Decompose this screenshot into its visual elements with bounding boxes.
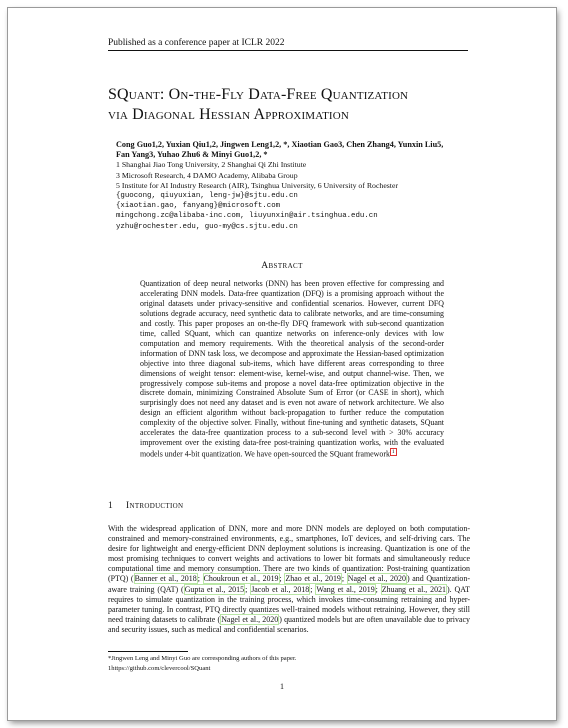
intro-text: ) quantized models but are often unavailable due to privacy and security issues, such as medical and confidential scenarios. bbox=[108, 614, 470, 634]
email-line-2: {xiaotian.gao, fanyang}@microsoft.com bbox=[116, 202, 281, 211]
intro-text: ; bbox=[279, 574, 285, 584]
citation-link[interactable]: Zhao et al., 2019 bbox=[285, 574, 341, 584]
footnote-corresponding: *Jingwen Leng and Minyi Guo are corresponding authors of this paper. bbox=[108, 655, 297, 662]
citation-link[interactable]: Nagel et al., 2020 bbox=[221, 614, 279, 624]
abstract-heading: Abstract bbox=[261, 261, 303, 271]
citation-link[interactable]: Jacob et al., 2018 bbox=[251, 584, 310, 594]
section-heading bbox=[108, 501, 468, 511]
footnotes bbox=[108, 651, 468, 673]
intro-text: ; bbox=[341, 574, 347, 584]
intro-text: ; bbox=[245, 584, 251, 594]
paper-title bbox=[108, 85, 468, 125]
author-block bbox=[116, 140, 476, 232]
title-line-1: SQuant: On-the-Fly Data-Free Quantization bbox=[108, 86, 409, 103]
email-line-4: yzhu@rochester.edu, guo-my@cs.sjtu.edu.cn bbox=[116, 222, 298, 231]
abstract-text: Quantization of deep neural networks (DNN) has been proven effective for compressing and accelerating DNN models. Data-free quantization (DFQ) is a promising approach without the original datasets under privacy-sensitive and confidential scenarios. However, current DFQ solutions degrade accuracy, need synthetic data to calibrate networks, and are time-consuming and costly. This paper proposes an on-the-fly DFQ framework with sub-second quantization time, called SQuant, which can quantize networks on inference-only devices with low computation and memory requirements. With the theoretical analysis of the second-order information of DNN task loss, we decompose and approximate the Hessian-based optimization objective into three diagonal sub-items, which have different areas corresponding to three dimensions of weight tensor: element-wise, kernel-wise, and output channel-wise. Then, we progressively compose sub-items and propose a novel data-free optimization objective in the discrete domain, minimizing Constrained Absolute Sum of Error (or CASE in short), which surprisingly does not need any dataset and is even not aware of network architecture. We also design an efficient algorithm without back-propagation to further reduce the computation complexity of the objective solver. Finally, without fine-tuning and synthetic datasets, SQuant accelerates the data-free quantization process to a sub-second level with > 30% accuracy improvement over the existing data-free post-training quantization works, with the evaluated models under 4-bit quantization. We have open-sourced the SQuant framework $^1$ bbox=[140, 279, 444, 459]
intro-text: ). QAT requires to simulate quantization in the training process, which invokes time-consuming retraining and hyper-parameter tuning. In contrast, PTQ directly quantizes well-trained models without retraining. However, they still need training datasets to calibrate ( bbox=[108, 584, 470, 624]
intro-text: ; bbox=[375, 584, 381, 594]
intro-text: ) and Quantization-aware training (QAT) ( bbox=[108, 574, 470, 594]
citation-link[interactable]: Nagel et al., 2020 bbox=[347, 574, 406, 584]
email-line-1: {guocong, qiuyuxian, leng-jw}@sjtu.edu.cn bbox=[116, 192, 298, 201]
section-title: Introduction bbox=[126, 501, 184, 511]
email-line-3: mingchong.zc@alibaba-inc.com, liuyunxin@air.tsinghua.edu.cn bbox=[116, 212, 378, 221]
affiliation-3: 5 Institute for AI Industry Research (AIR), Tsinghua University, 6 University of Rochester bbox=[116, 180, 399, 190]
title-line-2: via Diagonal Hessian Approximation bbox=[108, 106, 349, 123]
intro-text: ; bbox=[310, 584, 316, 594]
intro-text: With the widespread application of DNN, more and more DNN models are deployed on both computation-constrained and memory-constrained environments, e.g., smartphones, IoT devices, and self-driving cars. The desire for lightweight and energy-efficient DNN deployment solutions is increasing. Quantization is one of the most promising techniques to convert weights and activations to lower bit formats and simultaneously reduce computational time and memory consumption. There are two kinds of quantization: Post-training quantization (PTQ) ( bbox=[108, 524, 470, 584]
page-number: 1 bbox=[280, 682, 284, 691]
citation-link[interactable]: Zhuang et al., 2021 bbox=[381, 584, 447, 594]
intro-text: ; bbox=[197, 574, 203, 584]
citation-link[interactable]: Choukroun et al., 2019 bbox=[203, 574, 279, 584]
citation-link[interactable]: Wang et al., 2019 bbox=[316, 584, 375, 594]
citation-link[interactable]: Gupta et al., 2015 bbox=[184, 584, 245, 594]
affiliation-2: 3 Microsoft Research, 4 DAMO Academy, Alibaba Group bbox=[116, 170, 298, 180]
footnote-rule bbox=[108, 651, 188, 652]
author-line-2: Fan Yang3, Yuhao Zhu6 & Minyi Guo1,2, * bbox=[116, 150, 268, 160]
paper-page bbox=[8, 8, 556, 720]
citation-link[interactable]: Banner et al., 2018 bbox=[134, 574, 197, 584]
footnote-github[interactable]: 1https://github.com/clevercool/SQuant bbox=[108, 664, 211, 672]
introduction-paragraph bbox=[108, 524, 470, 635]
affiliation-1: 1 Shanghai Jiao Tong University, 2 Shanghai Qi Zhi Institute bbox=[116, 160, 307, 170]
author-line-1: Cong Guo1,2, Yuxian Qiu1,2, Jingwen Leng1,2, *, Xiaotian Gao3, Chen Zhang4, Yunxin Liu5, bbox=[116, 140, 444, 149]
section-number: 1 bbox=[108, 501, 113, 511]
footnote-link[interactable]: 1 bbox=[391, 449, 395, 456]
running-header: Published as a conference paper at ICLR 2022 bbox=[108, 38, 468, 51]
